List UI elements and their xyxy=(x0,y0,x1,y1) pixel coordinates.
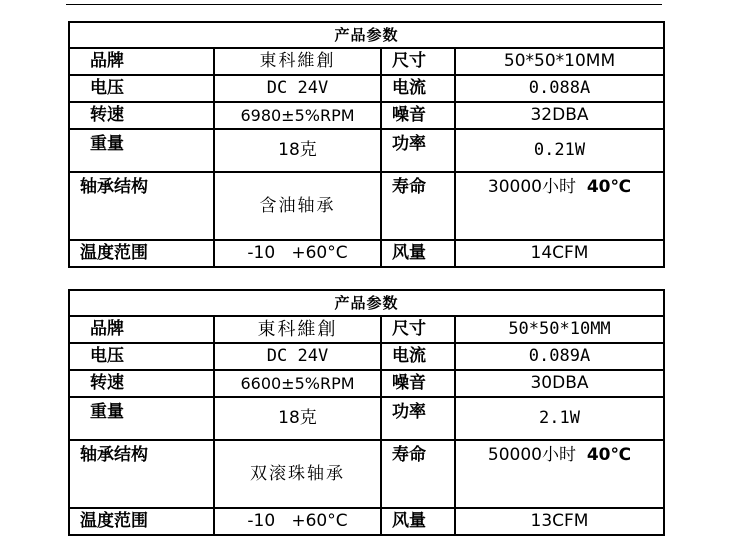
value-power: 2.1W xyxy=(455,397,664,440)
value-bearing: 双滚珠轴承 xyxy=(214,440,381,508)
value-weight: 18克 xyxy=(214,129,381,172)
value-weight: 18克 xyxy=(214,397,381,440)
table-title: 产品参数 xyxy=(69,290,664,316)
table-title: 产品参数 xyxy=(69,22,664,48)
value-speed: 6600±5%RPM xyxy=(214,370,381,397)
lifespan-temperature: 40℃ xyxy=(586,445,632,465)
label-noise: 噪音 xyxy=(381,102,455,129)
value-noise: 32DBA xyxy=(455,102,664,129)
value-temperature-range: -10 +60°C xyxy=(214,508,381,535)
value-current: 0.089A xyxy=(455,343,664,370)
value-airflow: 14CFM xyxy=(455,240,664,267)
value-bearing: 含油轴承 xyxy=(214,172,381,240)
value-noise: 30DBA xyxy=(455,370,664,397)
label-power: 功率 xyxy=(381,397,455,440)
label-temperature-range: 温度范围 xyxy=(69,508,214,535)
label-speed: 转速 xyxy=(69,370,214,397)
value-airflow: 13CFM xyxy=(455,508,664,535)
value-brand: 東科維創 xyxy=(214,316,381,343)
lifespan-hours: 50000小时 xyxy=(487,445,577,465)
lifespan-temperature: 40℃ xyxy=(586,177,632,197)
label-temperature-range: 温度范围 xyxy=(69,240,214,267)
label-lifespan: 寿命 xyxy=(381,172,455,240)
label-voltage: 电压 xyxy=(69,75,214,102)
value-size: 50*50*10MM xyxy=(455,316,664,343)
value-voltage: DC 24V xyxy=(214,343,381,370)
label-airflow: 风量 xyxy=(381,508,455,535)
label-current: 电流 xyxy=(381,343,455,370)
value-power: 0.21W xyxy=(455,129,664,172)
label-bearing: 轴承结构 xyxy=(69,172,214,240)
lifespan-hours: 30000小时 xyxy=(487,177,577,197)
label-voltage: 电压 xyxy=(69,343,214,370)
label-lifespan: 寿命 xyxy=(381,440,455,508)
value-brand: 東科維創 xyxy=(214,48,381,75)
top-divider-line xyxy=(66,0,662,5)
value-size: 50*50*10MM xyxy=(455,48,664,75)
value-lifespan xyxy=(455,440,664,508)
value-speed: 6980±5%RPM xyxy=(214,102,381,129)
label-weight: 重量 xyxy=(69,397,214,440)
label-brand: 品牌 xyxy=(69,316,214,343)
spec-table-1 xyxy=(68,21,665,268)
label-current: 电流 xyxy=(381,75,455,102)
label-bearing: 轴承结构 xyxy=(69,440,214,508)
value-lifespan xyxy=(455,172,664,240)
label-brand: 品牌 xyxy=(69,48,214,75)
label-size: 尺寸 xyxy=(381,316,455,343)
label-weight: 重量 xyxy=(69,129,214,172)
label-size: 尺寸 xyxy=(381,48,455,75)
value-current: 0.088A xyxy=(455,75,664,102)
label-airflow: 风量 xyxy=(381,240,455,267)
label-power: 功率 xyxy=(381,129,455,172)
value-temperature-range: -10 +60°C xyxy=(214,240,381,267)
label-noise: 噪音 xyxy=(381,370,455,397)
value-voltage: DC 24V xyxy=(214,75,381,102)
label-speed: 转速 xyxy=(69,102,214,129)
spec-table-2 xyxy=(68,289,665,536)
